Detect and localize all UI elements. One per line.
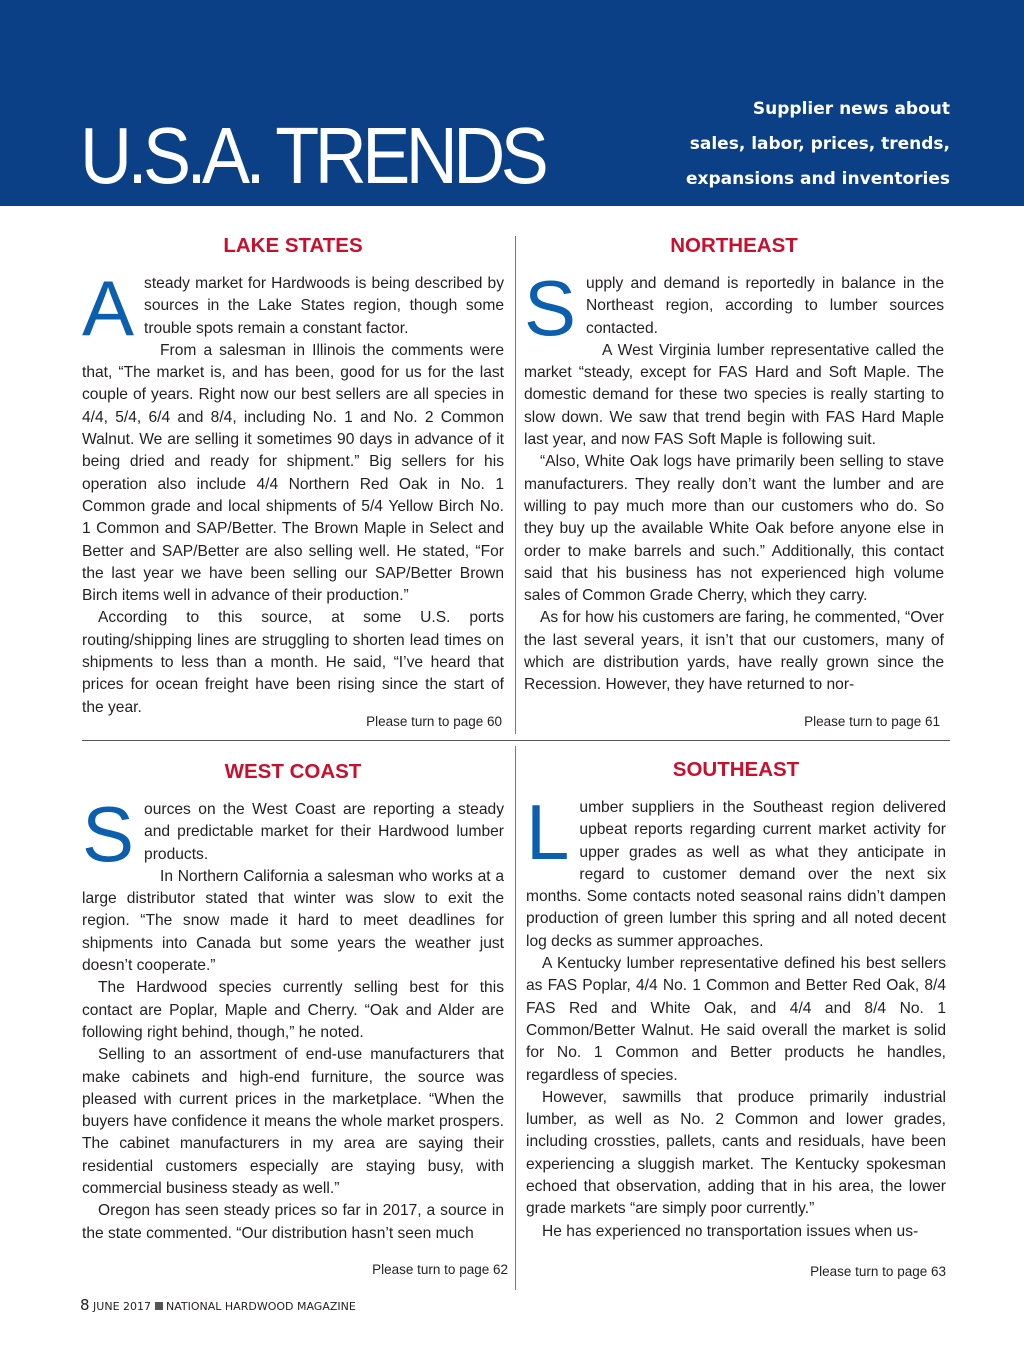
section-northeast xyxy=(524,234,944,697)
continued-note: Please turn to page 63 xyxy=(810,1264,946,1279)
section-west-coast xyxy=(82,760,504,1245)
article-body xyxy=(82,264,504,719)
paragraph: He has experienced no transportation issues when us- xyxy=(542,1222,919,1240)
section-heading: SOUTHEAST xyxy=(672,758,800,781)
continued-note: Please turn to page 60 xyxy=(366,714,502,729)
paragraph: As for how his customers are faring, he commented, “Over the last several years, it isn’t that our customers, many of which are distribution yards, have really grown since the Recession. However, they have returned to nor- xyxy=(524,609,944,694)
publication-name: NATIONAL HARDWOOD MAGAZINE xyxy=(166,1300,356,1313)
section-heading: NORTHEAST xyxy=(670,234,798,257)
paragraph: However, sawmills that produce primarily industrial lumber, as well as No. 2 Common and lower grades, including crossties, pallets, cants and residuals, have been experiencing a sluggish market. The Kentucky spokesman echoed that observation, adding that in his area, the lower grade markets “are simply poor currently.” xyxy=(526,1088,946,1218)
square-bullet-icon xyxy=(155,1302,163,1310)
paragraph: The Hardwood species currently selling best for this contact are Poplar, Maple and Cherry. “Oak and Alder are following right behind, though,” he noted. xyxy=(82,979,504,1041)
paragraph: upply and demand is reportedly in balance in the Northeast region, according to lumber sources contacted. xyxy=(586,275,944,337)
paragraph: steady market for Hardwoods is being described by sources in the Lake States region, though some trouble spots remain a constant factor. xyxy=(144,275,504,337)
paragraph: A West Virginia lumber representative called the market “steady, except for FAS Hard and Soft Maple. The domestic demand for these two species is really starting to slow down. We saw that trend begin with FAS Hard Maple last year, and now FAS Soft Maple is following suit. xyxy=(524,341,944,449)
continued-note: Please turn to page 61 xyxy=(804,714,940,729)
drop-cap: S xyxy=(82,790,135,878)
column-divider-bottom xyxy=(515,746,516,1290)
column-divider-top xyxy=(515,236,516,734)
drop-cap: S xyxy=(524,264,577,352)
paragraph: In Northern California a salesman who works at a large distributor stated that winter was slow to exit the region. “The snow made it hard to meet deadlines for shipments into Canada but some years the weather just doesn’t cooperate.” xyxy=(82,867,504,975)
page-number: 8 xyxy=(80,1296,90,1314)
section-divider xyxy=(82,740,950,741)
paragraph: A Kentucky lumber representative defined his best sellers as FAS Poplar, 4/4 No. 1 Common and Better Red Oak, 8/4 FAS Red and White Oak, and 4/4 and 8/4 No. 1 Common/Better Walnut. He said overall the market is solid for No. 1 Common and Better products he handles, regardless of species. xyxy=(526,955,946,1084)
article-body xyxy=(526,788,946,1243)
issue-date: JUNE 2017 xyxy=(93,1300,152,1313)
drop-cap: L xyxy=(526,788,570,876)
paragraph: Oregon has seen steady prices so far in 2017, a source in the state commented. “Our distribution hasn’t seen much xyxy=(82,1202,504,1242)
paragraph: ources on the West Coast are reporting a steady and predictable market for their Hardwood lumber products. xyxy=(144,801,504,863)
paragraph: From a salesman in Illinois the comments were that, “The market is, and has been, good for us for the last couple of years. Right now our best sellers are all species in 4/4, 5/4, 6/4 and 8/4, including No. 1 and No. 2 Common Walnut. We are selling it sometimes 90 days in advance of it being dried and ready for shipment.” Big sellers for his operation also include 4/4 Northern Red Oak in No. 1 Common grade and local shipments of 5/4 Yellow Birch No. 1 Common and SAP/Better. The Brown Maple in Select and Better and SAP/Better are also selling well. He stated, “For the last year we have been selling our SAP/Better Brown Birch items well in advance of their production.” xyxy=(82,341,504,605)
tagline-line: expansions and inventories xyxy=(686,169,950,189)
header-tagline xyxy=(686,92,950,197)
paragraph: According to this source, at some U.S. ports routing/shipping lines are struggling to shorten lead times on shipments to less than a month. He said, “I’ve heard that prices for ocean freight have been rising since the start of the year. xyxy=(82,609,504,716)
article-body xyxy=(82,790,504,1245)
paragraph: Selling to an assortment of end-use manufacturers that make cabinets and high-end furniture, the source was pleased with current prices in the marketplace. “When the buyers have confidence it means the whole market prospers. The cabinet manufacturers in my area are saying their residential customers especially are staying busy, with commercial business steady as well.” xyxy=(82,1046,504,1198)
section-lake-states xyxy=(82,234,504,719)
tagline-line: sales, labor, prices, trends, xyxy=(689,134,950,154)
paragraph: “Also, White Oak logs have primarily been selling to stave manufacturers. They really don’t want the lumber and are willing to pay much more than our customers who do. So they buy up the available White Oak before anyone else in order to make barrels and such.” Additionally, this contact said that his business has not experienced high volume sales of Common Grade Cherry, which they carry. xyxy=(524,453,944,605)
paragraph: umber suppliers in the Southeast region delivered upbeat reports regarding current market activity for upper grades as well as what they anticipate in regard to customer demand over the next six months. Some contacts noted seasonal rains didn’t dampen production of green lumber this spring and all noted decent log decks as summer approaches. xyxy=(526,799,946,950)
page-footer xyxy=(80,1297,356,1315)
tagline-line: Supplier news about xyxy=(752,99,950,119)
header-banner xyxy=(0,0,1024,206)
drop-cap: A xyxy=(82,264,135,352)
section-heading: WEST COAST xyxy=(224,760,362,783)
page-title: U.S.A. TRENDS xyxy=(80,111,545,200)
article-body xyxy=(524,264,944,697)
continued-note: Please turn to page 62 xyxy=(372,1262,508,1277)
section-southeast xyxy=(526,758,946,1243)
section-heading: LAKE STATES xyxy=(223,234,363,257)
